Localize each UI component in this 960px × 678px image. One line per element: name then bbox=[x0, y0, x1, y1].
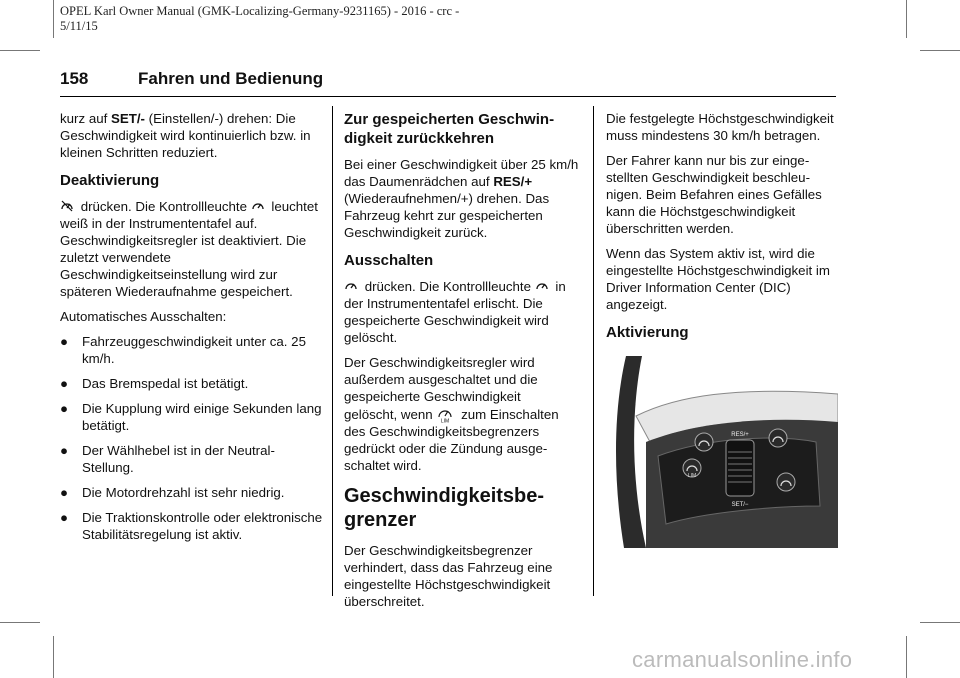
list-item-text: Das Bremspedal ist betätigt. bbox=[82, 376, 249, 391]
steering-wheel-illustration bbox=[606, 356, 838, 548]
heading-resume: Zur gespeicherten Geschwindigkeit zurückkehren bbox=[344, 111, 555, 147]
bullet-icon: ● bbox=[60, 485, 69, 500]
text: (Einstellen/-) drehen: Die Geschwindigkeit wird kontinuierlich bzw. in kleinen Schritten reduziert. bbox=[60, 111, 311, 160]
deactivation-paragraph bbox=[60, 198, 324, 300]
list-item bbox=[60, 333, 324, 367]
distance-button bbox=[777, 473, 795, 491]
switch-off-paragraph-2 bbox=[344, 354, 582, 474]
limiter-paragraph: Der Geschwindigkeitsbegrenzer verhindert, dass das Fahrzeug eine eingestellte Höchstgeschwindigkeit überschreitet. bbox=[344, 543, 553, 609]
list-item-text: Die Motordrehzahl ist sehr niedrig. bbox=[82, 485, 285, 500]
list-item bbox=[60, 400, 324, 434]
text: gelöscht, wenn bbox=[344, 407, 437, 422]
cruise-on-button bbox=[769, 429, 787, 447]
column-2 bbox=[344, 110, 582, 618]
heading-switch-off: Ausschalten bbox=[344, 252, 434, 269]
text: (Wiederaufnehmen/+) drehen. Das Fahrzeug kehrt zur gespeicherten Geschwindigkeit zurück. bbox=[344, 191, 550, 240]
column-1 bbox=[60, 110, 324, 551]
list-item-text: Die Traktionskontrolle oder elektronische Stabilitätsregelung ist aktiv. bbox=[82, 510, 323, 542]
document-header bbox=[60, 4, 459, 34]
header-line-1: OPEL Karl Owner Manual (GMK-Localizing-Germany-9231165) - 2016 - crc - bbox=[60, 4, 460, 18]
text: drücken. Die Kontrollleuchte bbox=[361, 279, 535, 294]
text: in der Instrumententafel erlischt. Die gespeicherte Geschwindigkeit wird gelöscht. bbox=[344, 279, 566, 345]
set-label: SET/- bbox=[111, 111, 145, 126]
auto-off-label: Automatisches Ausschalten: bbox=[60, 309, 227, 324]
heading-activation: Aktivierung bbox=[606, 324, 689, 341]
bullet-icon: ● bbox=[60, 443, 69, 458]
header-rule bbox=[60, 96, 836, 97]
res-label: RES/+ bbox=[493, 174, 533, 189]
watermark: carmanualsonline.info bbox=[632, 647, 853, 672]
column-3 bbox=[606, 110, 838, 548]
page-number: 158 bbox=[60, 69, 89, 88]
cruise-off-button bbox=[695, 433, 713, 451]
text: Bei einer Geschwindigkeit über 25 km/h das Daumenrädchen auf bbox=[344, 157, 579, 189]
switch-off-paragraph bbox=[344, 278, 582, 346]
thumbwheel bbox=[726, 440, 754, 496]
limiter-min-speed-paragraph: Die festgelegte Höchstgeschwindigkeit muss mindestens 30 km/h betragen. bbox=[606, 111, 834, 143]
list-item bbox=[60, 442, 324, 476]
bullet-icon: ● bbox=[60, 510, 69, 525]
crop-mark bbox=[920, 622, 960, 623]
column-divider bbox=[593, 106, 594, 596]
bullet-icon: ● bbox=[60, 401, 69, 416]
list-item bbox=[60, 509, 324, 543]
header-line-2: 5/11/15 bbox=[60, 19, 98, 33]
cruise-control-icon bbox=[344, 279, 358, 293]
list-item bbox=[60, 484, 324, 501]
resume-paragraph bbox=[344, 156, 582, 241]
heading-speed-limiter: Geschwindigkeitsbegrenzer bbox=[344, 485, 545, 531]
auto-off-list bbox=[60, 333, 324, 543]
intro-paragraph bbox=[60, 110, 324, 161]
limiter-icon-label: LIM bbox=[441, 418, 450, 423]
list-item-text: Der Wählhebel ist in der Neutral-Stellung. bbox=[82, 443, 275, 475]
cruise-control-icon bbox=[251, 199, 265, 213]
text: drücken. Die Kontrollleuchte bbox=[77, 199, 251, 214]
crop-mark bbox=[906, 0, 907, 38]
speed-limiter-icon bbox=[436, 405, 454, 423]
list-item-text: Die Kupplung wird einige Sekunden lang betätigt. bbox=[82, 401, 322, 433]
limiter-accel-paragraph: Der Fahrer kann nur bis zur eingestellten Geschwindigkeit beschleunigen. Beim Befahren eines Gefälles kann die Höchstgeschwindigkeit überschritten werden. bbox=[606, 153, 822, 236]
set-minus-label: SET/− bbox=[731, 502, 749, 508]
text: Der Geschwindigkeitsregler wird außerdem ausgeschaltet und die gespeicherte Geschwindigkeit bbox=[344, 355, 538, 404]
crop-mark bbox=[0, 50, 40, 51]
crop-mark bbox=[906, 636, 907, 678]
bullet-icon: ● bbox=[60, 334, 69, 349]
list-item-text: Fahrzeuggeschwindigkeit unter ca. 25 km/h. bbox=[82, 334, 306, 366]
text: leuchtet weiß in der Instrumententafel auf. Geschwindigkeitsregler ist deaktiviert. Die zuletzt verwendete Geschwindigkeitseinstellung wird zur späteren Wiederaufnahme gespeichert. bbox=[60, 199, 318, 299]
text: zum Einschalten des Geschwindigkeitsbegrenzers gedrückt oder die Zündung ausgeschaltet wird. bbox=[344, 407, 559, 473]
list-item bbox=[60, 375, 324, 392]
limiter-button-label: LIM bbox=[687, 473, 697, 479]
res-plus-label: RES/+ bbox=[731, 432, 749, 438]
crop-mark bbox=[53, 636, 54, 678]
limiter-dic-paragraph: Wenn das System aktiv ist, wird die eingestellte Höchstgeschwindigkeit im Driver Information Center (DIC) angezeigt. bbox=[606, 246, 830, 312]
column-divider bbox=[332, 106, 333, 596]
heading-deactivation: Deaktivierung bbox=[60, 172, 160, 189]
cruise-control-icon bbox=[535, 279, 549, 293]
cruise-off-icon bbox=[60, 199, 74, 213]
crop-mark bbox=[0, 622, 40, 623]
section-title: Fahren und Bedienung bbox=[138, 69, 324, 88]
bullet-icon: ● bbox=[60, 376, 69, 391]
text: kurz auf bbox=[60, 111, 111, 126]
crop-mark bbox=[53, 0, 54, 38]
crop-mark bbox=[920, 50, 960, 51]
